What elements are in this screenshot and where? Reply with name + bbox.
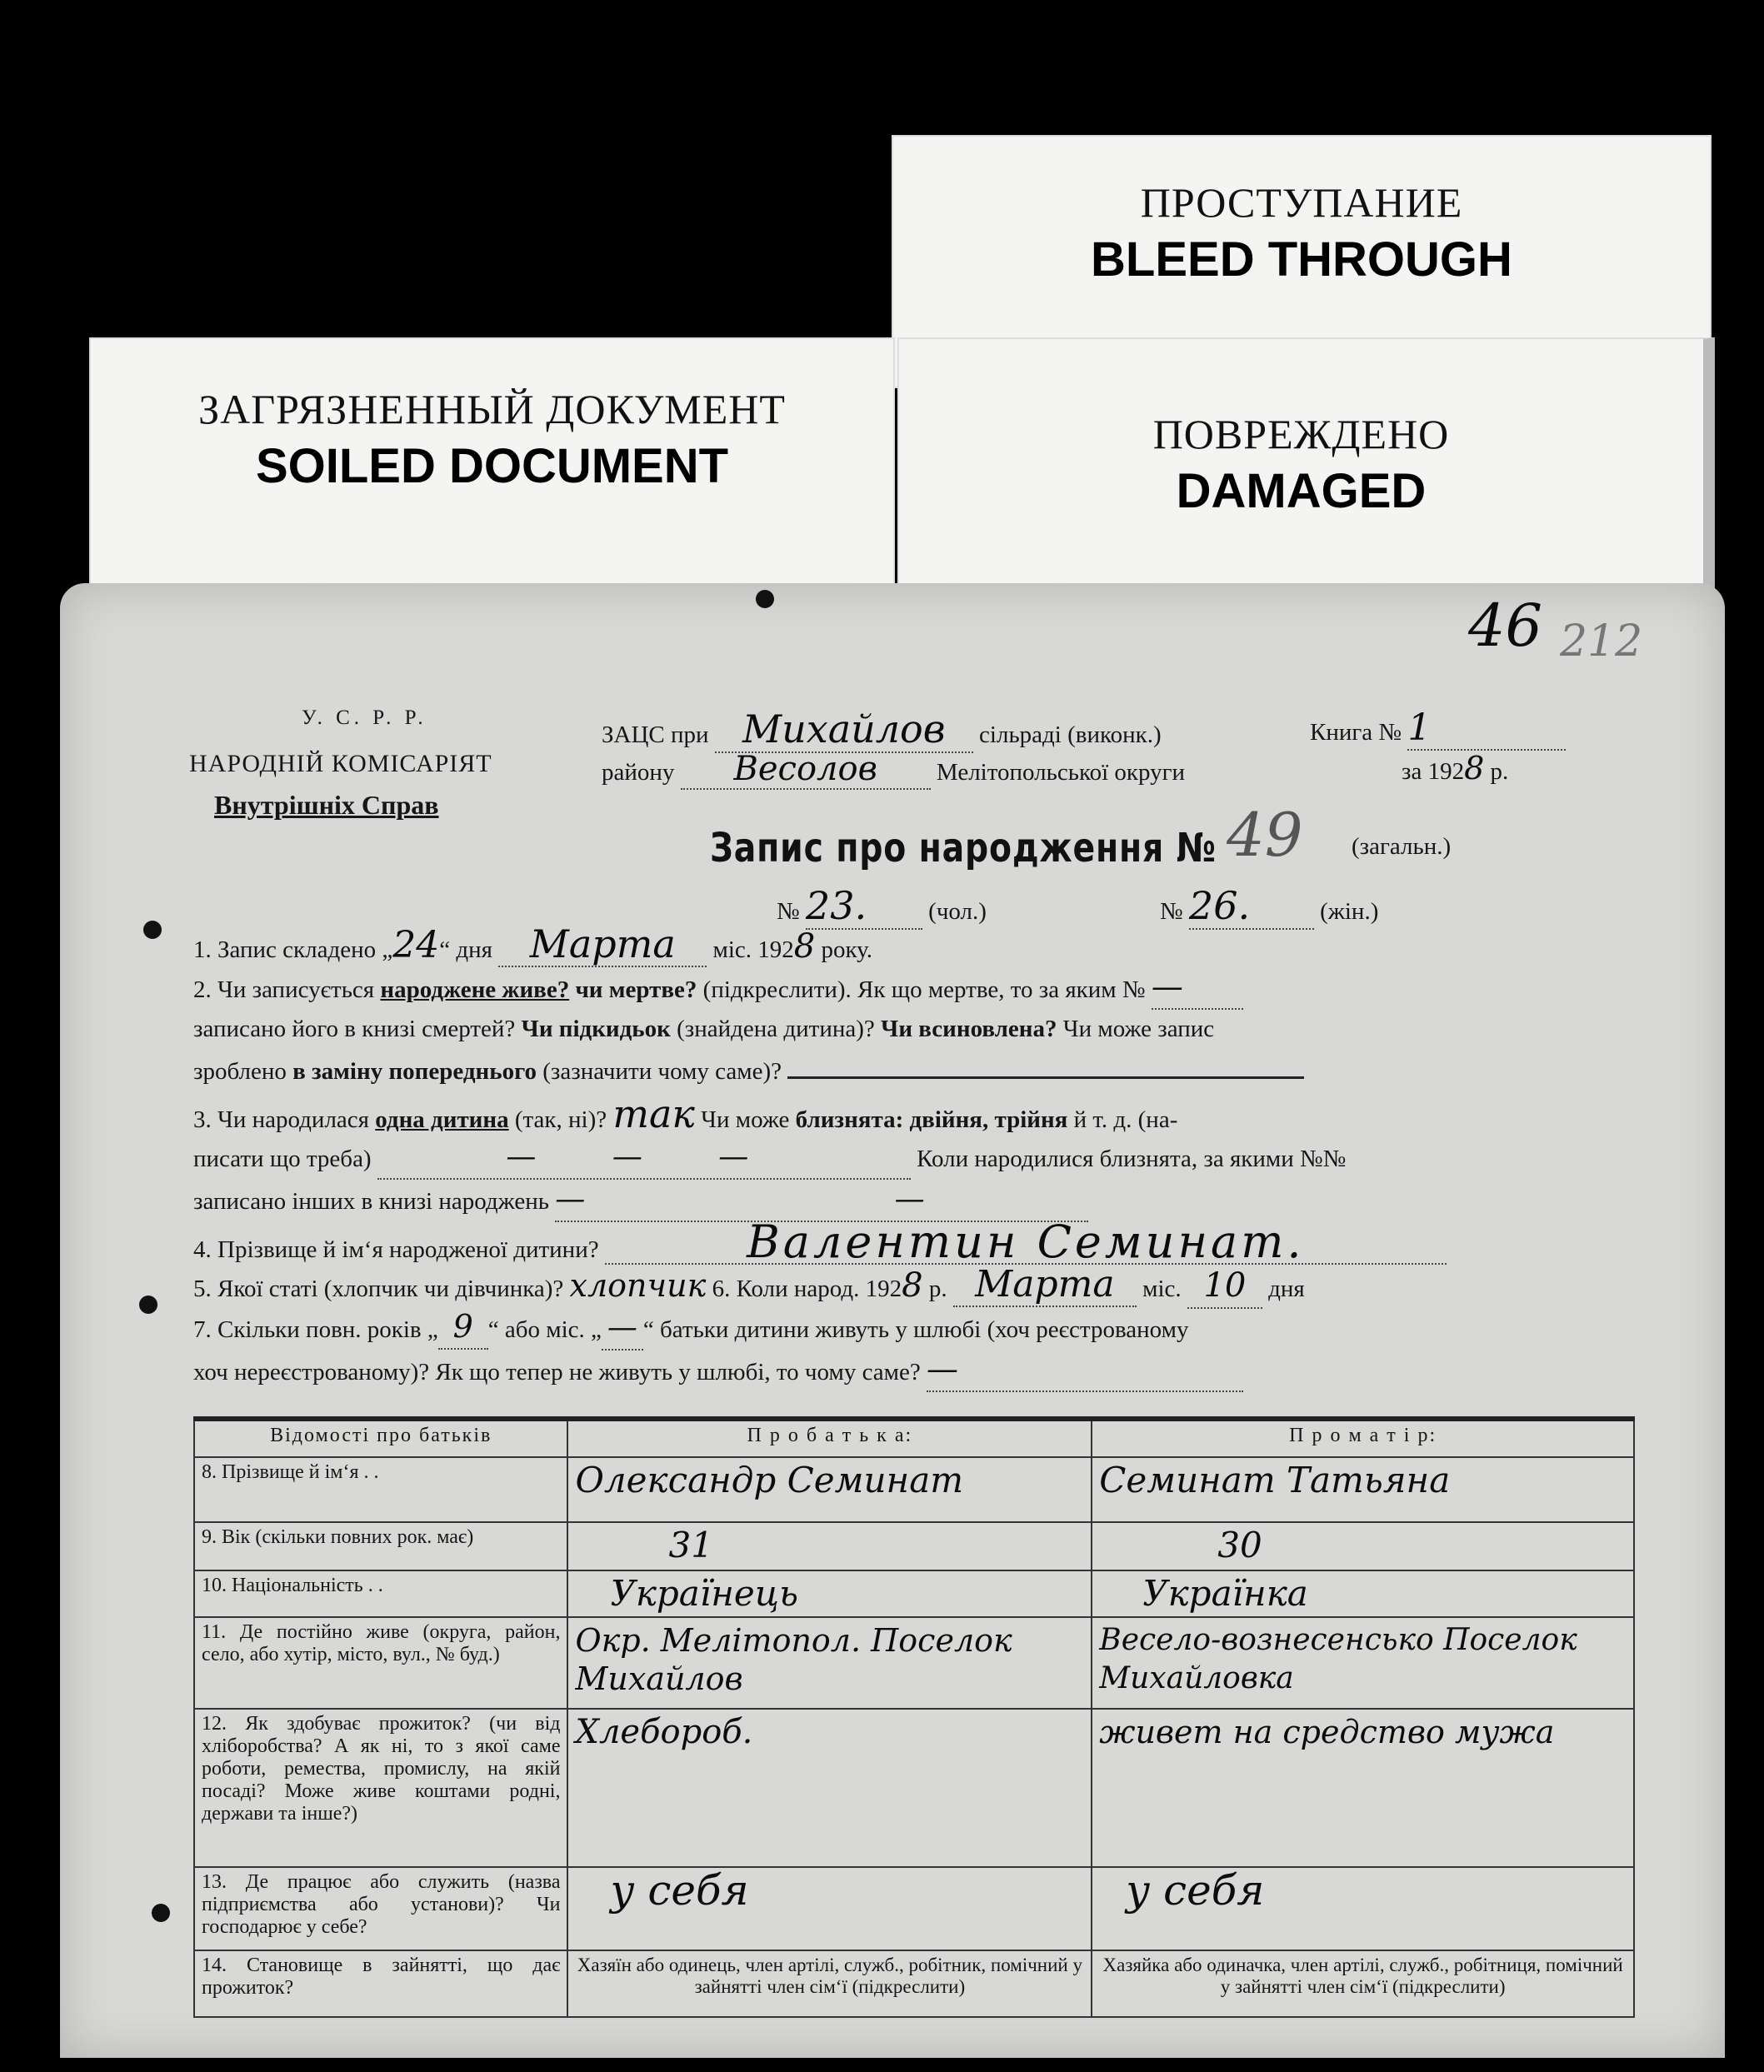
damaged-en: DAMAGED — [1176, 464, 1427, 518]
table-row — [194, 1457, 1634, 1522]
header-cell-father: П р о б а т ь к а: — [567, 1419, 1092, 1457]
raion-value: Весолов — [681, 750, 931, 790]
q7-c: “ батьки дитини живуть у шлюбі (хоч реєстрованому — [642, 1316, 1189, 1343]
table-row — [194, 1867, 1634, 1950]
table-header-row — [194, 1419, 1634, 1457]
row-question: 13. Де працює або служить (назва підприємства або установи)? Чи господарює у себе? — [194, 1867, 567, 1950]
soiled-document-label — [89, 337, 895, 616]
q2-b: народжене живе? — [380, 976, 570, 1003]
row-question: 11. Де постійно живе (округа, район, село, або хутір, місто, вул., № буд.) — [194, 1617, 567, 1709]
q3-b: одна дитина — [375, 1106, 509, 1133]
q5-a: 5. Якої статі (хлопчик чи дівчинка)? — [193, 1276, 564, 1302]
q6-month: Марта — [953, 1263, 1137, 1307]
mother-answer: Весело-вознесенсько Поселок Михайловка — [1092, 1617, 1634, 1709]
book-label: Книга № — [1310, 719, 1402, 746]
q2-line3-a: зроблено — [193, 1058, 287, 1085]
q2-line2-b: Чи підкидьок — [521, 1016, 671, 1042]
q2-line2-a: записано його в книзі смертей? — [193, 1016, 516, 1042]
zacs-suffix: сільраді (виконк.) — [979, 721, 1162, 748]
q1-d: року. — [821, 936, 873, 963]
table-row — [194, 1709, 1634, 1867]
father-answer: Українець — [567, 1570, 1092, 1617]
mother-answer: 30 — [1092, 1522, 1634, 1570]
father-answer: Олександр Семинат — [567, 1457, 1092, 1522]
table-row — [194, 1522, 1634, 1570]
row-question: 9. Вік (скільки повних рок. має) — [194, 1522, 567, 1570]
corner-number-2: 212 — [1560, 617, 1643, 667]
corner-number-1: 46 — [1468, 592, 1543, 660]
row-question: 12. Як здобуває прожиток? (чи від хліборобства? А як ні, то з якої саме роботи, ремества, промислу, на якій посаді? Може живе коштами родні, держави та інше?) — [194, 1709, 567, 1867]
q3-d: Чи може — [701, 1106, 790, 1133]
mother-answer: у себя — [1092, 1867, 1634, 1950]
q6-c: міс. — [1142, 1276, 1182, 1302]
q6-a: 6. Коли народ. 192 — [712, 1276, 902, 1302]
q2-val: — — [1152, 966, 1243, 1010]
punch-hole — [152, 1904, 170, 1922]
mother-answer: Семинат Татьяна — [1092, 1457, 1634, 1522]
q7-line2-a: хоч нереєстрованому)? Як що тепер не живуть у шлюбі, то чому саме? — [193, 1359, 921, 1385]
father-answer: Окр. Мелітопол. Поселок Михайлов — [567, 1617, 1092, 1709]
q6-b: р. — [928, 1276, 947, 1302]
parents-table — [193, 1416, 1635, 2018]
damaged-label — [897, 337, 1715, 616]
q3-line2-a: писати що треба) — [193, 1146, 372, 1172]
q3-line2-b: Коли народилися близнята, за якими №№ — [917, 1146, 1347, 1172]
q3-e: близнята: двійня, трійня — [795, 1106, 1068, 1133]
father-answer: Хлебороб. — [567, 1709, 1092, 1867]
q3-value: так — [612, 1091, 695, 1136]
q3-a: 3. Чи народилася — [193, 1106, 370, 1133]
punch-hole — [756, 590, 774, 608]
q6-day: 10 — [1187, 1265, 1262, 1309]
father-answer: у себя — [567, 1867, 1092, 1950]
father-answer: 31 — [567, 1522, 1092, 1570]
q2-a: 2. Чи записується — [193, 976, 375, 1003]
row-question: 10. Національність . . — [194, 1570, 567, 1617]
q7-a: 7. Скільки повн. років „ — [193, 1316, 438, 1343]
punch-hole — [139, 1296, 157, 1314]
q1-year: 8 — [793, 927, 816, 966]
damaged-ru: ПОВРЕЖДЕНО — [1152, 411, 1450, 457]
mother-answer: Українка — [1092, 1570, 1634, 1617]
header-cell-mother: П р о м а т і р: — [1092, 1419, 1634, 1457]
father-answer: Хазяїн або одинець, член артілі, служб., робітник, помічний у зайнятті член сім‘ї (підкреслити) — [567, 1950, 1092, 2017]
chol-value: 23. — [806, 883, 922, 930]
zhin-label: (жін.) — [1320, 898, 1379, 925]
q3-c: (так, ні)? — [514, 1106, 607, 1133]
table-row — [194, 1950, 1634, 2017]
birth-record-form — [60, 583, 1725, 2058]
q3-f: й т. д. (на- — [1073, 1106, 1178, 1133]
q2-line2-d: Чи всиновлена? — [881, 1016, 1057, 1042]
zhin-prefix: № — [1160, 898, 1183, 925]
q6-year: 8 — [902, 1266, 923, 1305]
q1-month: Марта — [498, 923, 707, 967]
q1-a: 1. Запис складено „ — [193, 936, 393, 963]
soiled-document-ru: ЗАГРЯЗНЕННЫЙ ДОКУМЕНТ — [198, 386, 786, 432]
record-title: Запис про народження № — [710, 825, 1217, 871]
bleed-through-en: BLEED THROUGH — [1091, 232, 1512, 287]
q1-day: 24 — [392, 924, 440, 966]
zacs-value: Михайлов — [715, 706, 973, 753]
q3-line3-a: записано інших в книзі народжень — [193, 1188, 549, 1215]
q4-a: 4. Прізвище й ім‘я народженої дитини? — [193, 1236, 599, 1263]
chol-label: (чол.) — [928, 898, 987, 925]
row-question: 8. Прізвище й ім‘я . . — [194, 1457, 567, 1522]
q3-line3-val: — — — [555, 1178, 1088, 1222]
q2-line2-c: (знайдена дитина)? — [677, 1016, 875, 1042]
q2-c: чи мертве? — [575, 976, 697, 1003]
year-value: 8 — [1464, 750, 1485, 786]
q3-line2-val: — — — — [377, 1136, 911, 1180]
table-row — [194, 1570, 1634, 1617]
header-vnutr: Внутрішніх Справ — [214, 790, 439, 820]
q2-line3-dash — [787, 1076, 1304, 1079]
okruha: Мелітопольської округи — [936, 759, 1185, 786]
mother-answer: живет на средство мужа — [1092, 1709, 1634, 1867]
year-prefix: за 192 — [1402, 758, 1465, 785]
q4-value: Валентин Семинат. — [605, 1221, 1447, 1265]
zhin-value: 26. — [1189, 883, 1314, 930]
header-cell-q: Відомості про батьків — [194, 1419, 567, 1457]
header-ussr: У. С. Р. Р. — [302, 706, 427, 729]
chol-prefix: № — [777, 898, 800, 925]
year-suffix: р. — [1490, 758, 1509, 785]
header-narkom: НАРОДНІЙ КОМІСАРІЯТ — [189, 750, 492, 777]
q2-line3-c: (зазначити чому саме)? — [542, 1058, 782, 1085]
table-row — [194, 1617, 1634, 1709]
q5-value: хлопчик — [569, 1267, 707, 1304]
mother-answer: Хазяйка або одиначка, член артілі, служб., робітниця, помічний у зайнятті член сім‘ї (підкреслити) — [1092, 1950, 1634, 2017]
bleed-through-ru: ПРОСТУПАНИЕ — [1140, 179, 1463, 226]
q1-c: міс. 192 — [712, 936, 794, 963]
q7-years: 9 — [438, 1306, 488, 1350]
zagaln-label: (загальн.) — [1352, 833, 1452, 860]
book-value: 1 — [1407, 706, 1566, 751]
record-number: 49 — [1227, 800, 1303, 870]
q7-b: “ або міс. „ — [487, 1316, 602, 1343]
q7-line2-val: — — [927, 1348, 1243, 1392]
soiled-document-en: SOILED DOCUMENT — [255, 439, 729, 493]
punch-hole — [143, 921, 162, 939]
raion-label: району — [602, 759, 675, 786]
q6-d: дня — [1268, 1276, 1305, 1302]
row-question: 14. Становище в зайнятті, що дає прожиток? — [194, 1950, 567, 2017]
q7-months: — — [602, 1306, 643, 1351]
zacs-prefix: ЗАЦС при — [602, 721, 709, 748]
q2-d: (підкреслити). Як що мертве, то за яким № — [702, 976, 1146, 1003]
q1-b: “ дня — [439, 936, 492, 963]
q2-line3-b: в заміну попереднього — [292, 1058, 537, 1085]
q2-line2-e: Чи може запис — [1062, 1016, 1215, 1042]
